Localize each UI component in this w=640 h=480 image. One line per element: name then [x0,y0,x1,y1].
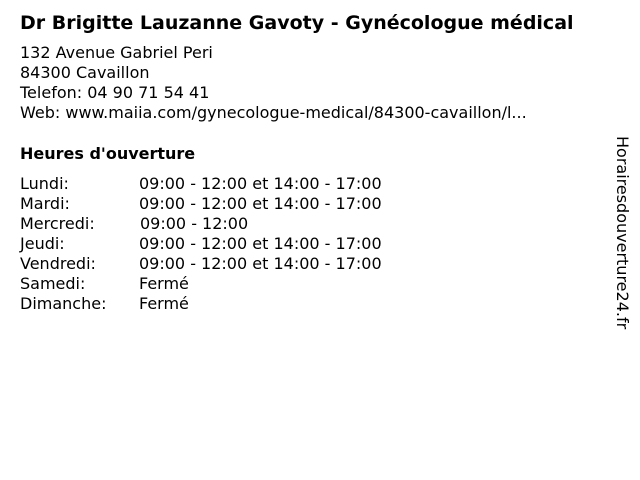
site-watermark [612,136,636,372]
time-value: 09:00 - 12:00 et 14:00 - 17:00 [139,194,382,213]
day-label: Jeudi: [20,234,65,253]
watermark-text: Horairesdouverture24.fr [613,136,632,330]
time-value: 09:00 - 12:00 [140,214,249,233]
day-label: Lundi: [20,174,69,193]
day-label: Mercredi: [20,214,95,233]
contact-info [20,43,527,123]
website-link[interactable]: Web: www.maiia.com/gynecologue-medical/84300-cavaillon/l... [20,103,527,122]
day-label: Mardi: [20,194,70,213]
time-value: 09:00 - 12:00 et 14:00 - 17:00 [139,234,382,253]
hours-heading: Heures d'ouverture [20,144,196,163]
day-label: Vendredi: [20,254,96,273]
time-value: 09:00 - 12:00 et 14:00 - 17:00 [139,254,382,273]
page-title: Dr Brigitte Lauzanne Gavoty - Gynécologue médical [20,12,574,34]
time-value: Fermé [139,274,189,293]
time-value: Fermé [139,294,189,313]
time-value: 09:00 - 12:00 et 14:00 - 17:00 [139,174,382,193]
day-label: Dimanche: [20,294,107,313]
phone-number: Telefon: 04 90 71 54 41 [20,83,210,102]
address-street: 132 Avenue Gabriel Peri [20,43,213,62]
address-city: 84300 Cavaillon [20,63,150,82]
day-label: Samedi: [20,274,86,293]
